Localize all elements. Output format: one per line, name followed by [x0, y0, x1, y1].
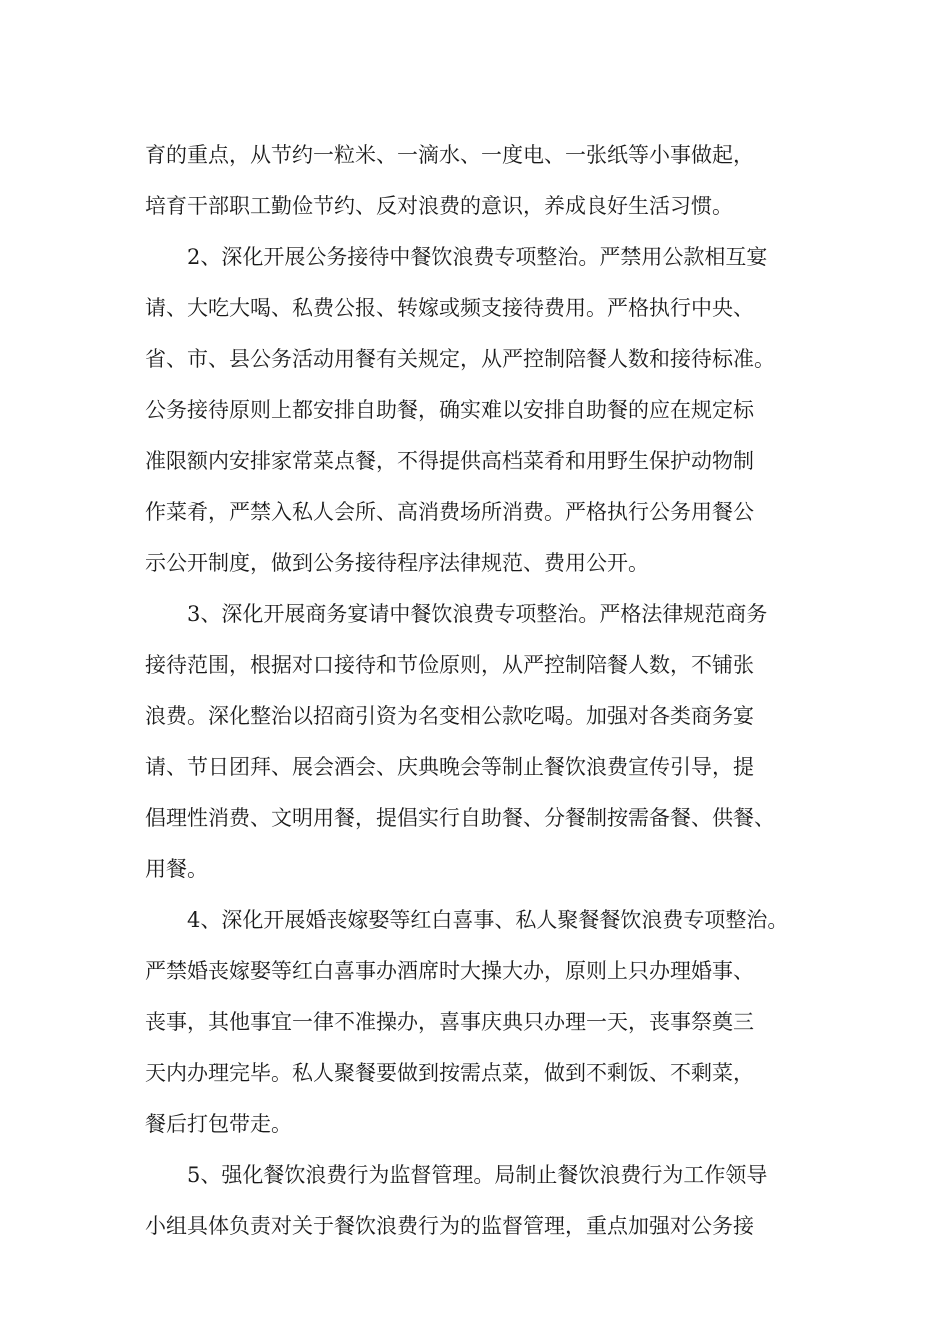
- text-line: 作菜肴，严禁入私人会所、高消费场所消费。严格执行公务用餐公: [145, 500, 754, 524]
- text-line: 省、市、县公务活动用餐有关规定，从严控制陪餐人数和接待标准。: [145, 347, 775, 371]
- text-line: 接待范围，根据对口接待和节俭原则，从严控制陪餐人数，不铺张: [145, 653, 754, 677]
- text-line: 倡理性消费、文明用餐，提倡实行自助餐、分餐制按需备餐、供餐、: [145, 806, 775, 830]
- paragraph-start-line: 5、强化餐饮浪费行为监督管理。局制止餐饮浪费行为工作领导: [187, 1163, 768, 1187]
- text-line: 育的重点，从节约一粒米、一滴水、一度电、一张纸等小事做起，: [145, 143, 754, 167]
- paragraph-start-line: 4、深化开展婚丧嫁娶等红白喜事、私人聚餐餐饮浪费专项整治。: [187, 908, 789, 932]
- document-body: [145, 130, 825, 1252]
- text-line: 准限额内安排家常菜点餐，不得提供高档菜肴和用野生保护动物制: [145, 449, 754, 473]
- text-line: 餐后打包带走。: [145, 1112, 292, 1136]
- text-line: 用餐。: [145, 857, 208, 881]
- text-line: 培育干部职工勤俭节约、反对浪费的意识，养成良好生活习惯。: [145, 194, 733, 218]
- text-line: 严禁婚丧嫁娶等红白喜事办酒席时大操大办，原则上只办理婚事、: [145, 959, 754, 983]
- paragraph-start-line: 3、深化开展商务宴请中餐饮浪费专项整治。严格法律规范商务: [187, 602, 768, 626]
- text-line: 请、大吃大喝、私费公报、转嫁或频支接待费用。严格执行中央、: [145, 296, 754, 320]
- text-line: 请、节日团拜、展会酒会、庆典晚会等制止餐饮浪费宣传引导，提: [145, 755, 754, 779]
- paragraph-start-line: 2、深化开展公务接待中餐饮浪费专项整治。严禁用公款相互宴: [187, 245, 768, 269]
- text-line: 丧事，其他事宜一律不准操办，喜事庆典只办理一天，丧事祭奠三: [145, 1010, 754, 1034]
- text-line: 示公开制度，做到公务接待程序法律规范、费用公开。: [145, 551, 649, 575]
- text-line: 浪费。深化整治以招商引资为名变相公款吃喝。加强对各类商务宴: [145, 704, 754, 728]
- text-line: 小组具体负责对关于餐饮浪费行为的监督管理，重点加强对公务接: [145, 1214, 754, 1238]
- text-line: 公务接待原则上都安排自助餐，确实难以安排自助餐的应在规定标: [145, 398, 754, 422]
- text-line: 天内办理完毕。私人聚餐要做到按需点菜，做到不剩饭、不剩菜，: [145, 1061, 754, 1085]
